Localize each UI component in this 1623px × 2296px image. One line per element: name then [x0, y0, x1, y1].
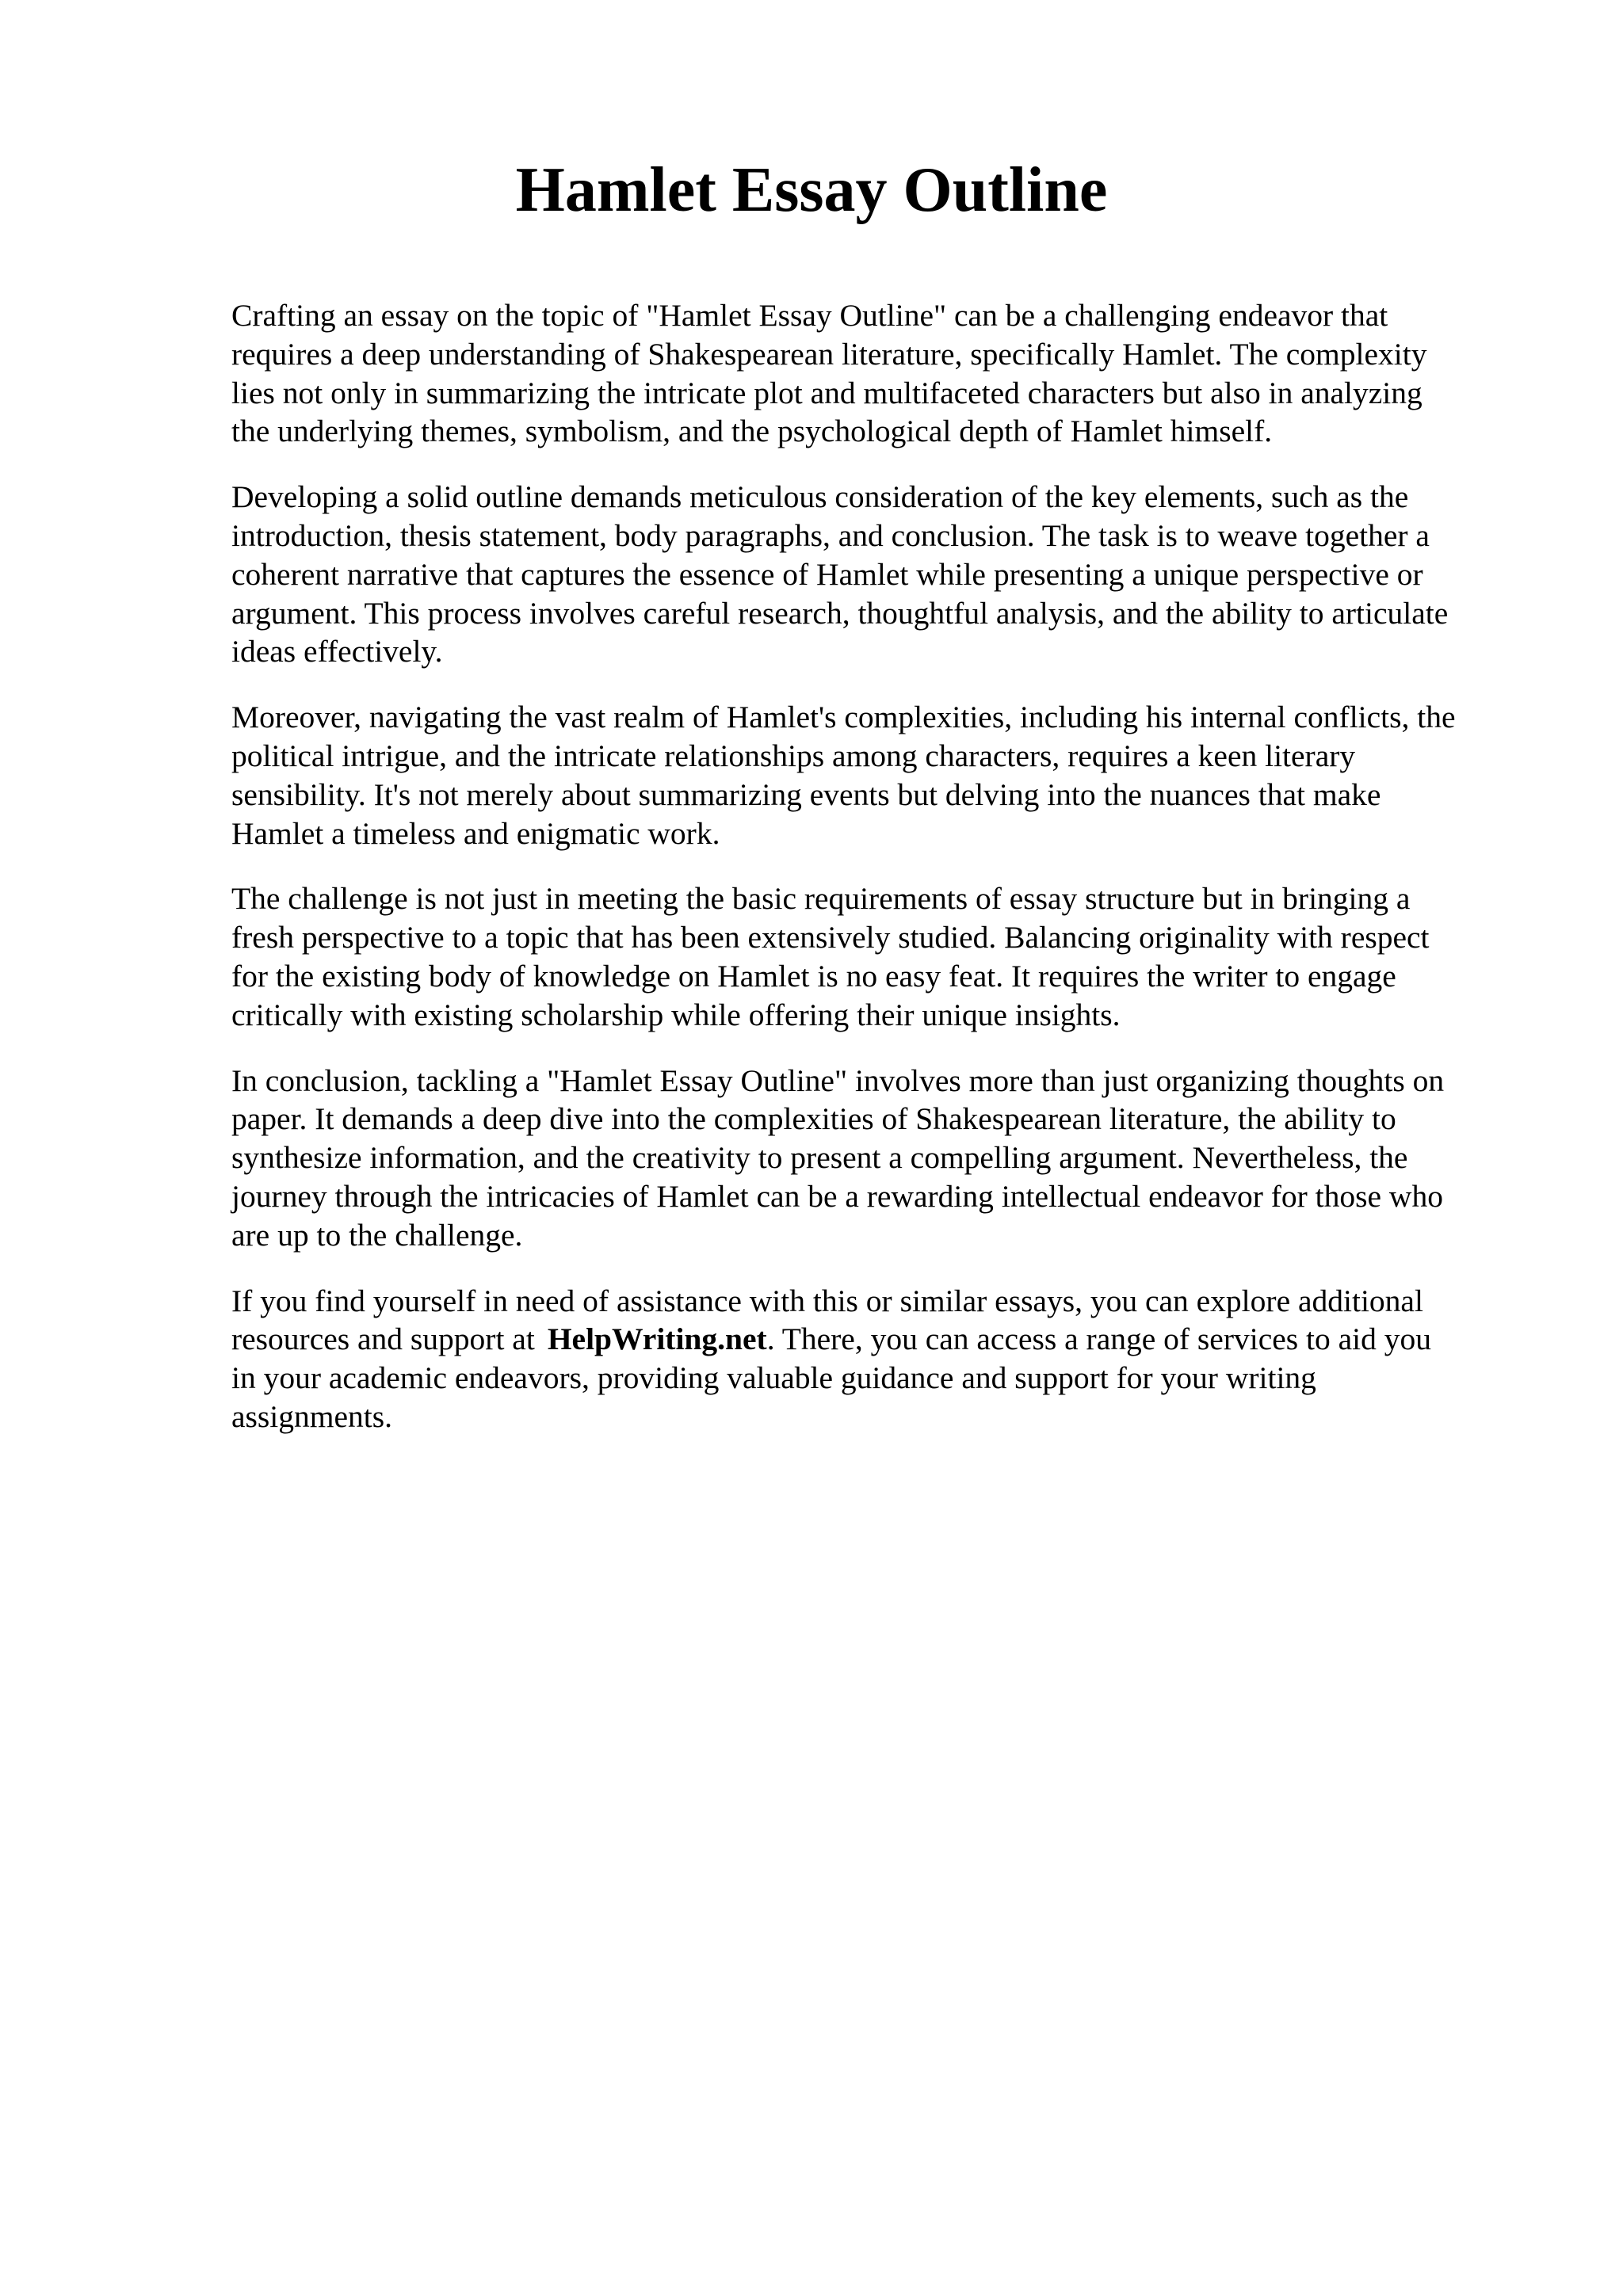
brand-name: HelpWriting.net — [547, 1322, 767, 1357]
text-line: argument. This process involves careful research, thoughtful analysis, and the ability to articulate — [231, 595, 1449, 631]
document-title: Hamlet Essay Outline — [515, 155, 1108, 225]
text-line: requires a deep understanding of Shakespearean literature, specifically Hamlet. The complexity — [231, 336, 1427, 372]
paragraph-4 — [231, 879, 1531, 1034]
text-line: If you find yourself in need of assistance with this or similar essays, you can explore additional — [231, 1283, 1423, 1318]
paragraph-5 — [231, 1062, 1531, 1255]
text-line: introduction, thesis statement, body paragraphs, and conclusion. The task is to weave together a — [231, 517, 1430, 553]
text-line — [231, 1320, 1531, 1359]
text-line: lies not only in summarizing the intricate plot and multifaceted characters but also in analyzing — [231, 375, 1423, 410]
text-line: synthesize information, and the creativity to present a compelling argument. Nevertheless, the — [231, 1140, 1408, 1176]
text-line: Hamlet a timeless and enigmatic work. — [231, 815, 720, 851]
paragraph-closing — [231, 1282, 1531, 1436]
text-line: in your academic endeavors, providing valuable guidance and support for your writing — [231, 1360, 1316, 1396]
text-line: political intrigue, and the intricate relationships among characters, requires a keen literary — [231, 738, 1356, 773]
text-line: are up to the challenge. — [231, 1217, 523, 1253]
text-line: journey through the intricacies of Hamlet can be a rewarding intellectual endeavor for those who — [231, 1178, 1443, 1214]
text-line: sensibility. It's not merely about summarizing events but delving into the nuances that make — [231, 776, 1381, 812]
text-line: Moreover, navigating the vast realm of Hamlet's complexities, including his internal conflicts, the — [231, 700, 1456, 735]
text-line: ideas effectively. — [231, 634, 443, 669]
paragraph-1 — [231, 296, 1531, 451]
text-line: the underlying themes, symbolism, and the psychological depth of Hamlet himself. — [231, 414, 1273, 449]
text-line: fresh perspective to a topic that has been extensively studied. Balancing originality with respect — [231, 920, 1430, 955]
text-line: for the existing body of knowledge on Hamlet is no easy feat. It requires the writer to engage — [231, 958, 1396, 994]
text-line: coherent narrative that captures the essence of Hamlet while presenting a unique perspective or — [231, 556, 1423, 592]
text-line: Developing a solid outline demands meticulous consideration of the key elements, such as the — [231, 479, 1409, 515]
text-segment: . There, you can access a range of services to aid you — [766, 1322, 1431, 1357]
text-line: critically with existing scholarship while offering their unique insights. — [231, 997, 1121, 1032]
text-line: In conclusion, tackling a "Hamlet Essay Outline" involves more than just organizing thoughts on — [231, 1062, 1445, 1098]
paragraph-2 — [231, 478, 1531, 671]
text-segment: resources and support at — [231, 1322, 535, 1357]
document-body — [231, 296, 1531, 1463]
text-line: assignments. — [231, 1398, 392, 1434]
text-line: Crafting an essay on the topic of "Hamlet Essay Outline" can be a challenging endeavor that — [231, 298, 1388, 333]
text-line: The challenge is not just in meeting the basic requirements of essay structure but in bringing a — [231, 881, 1411, 917]
paragraph-3 — [231, 698, 1531, 852]
text-line: paper. It demands a deep dive into the complexities of Shakespearean literature, the ability to — [231, 1101, 1396, 1137]
